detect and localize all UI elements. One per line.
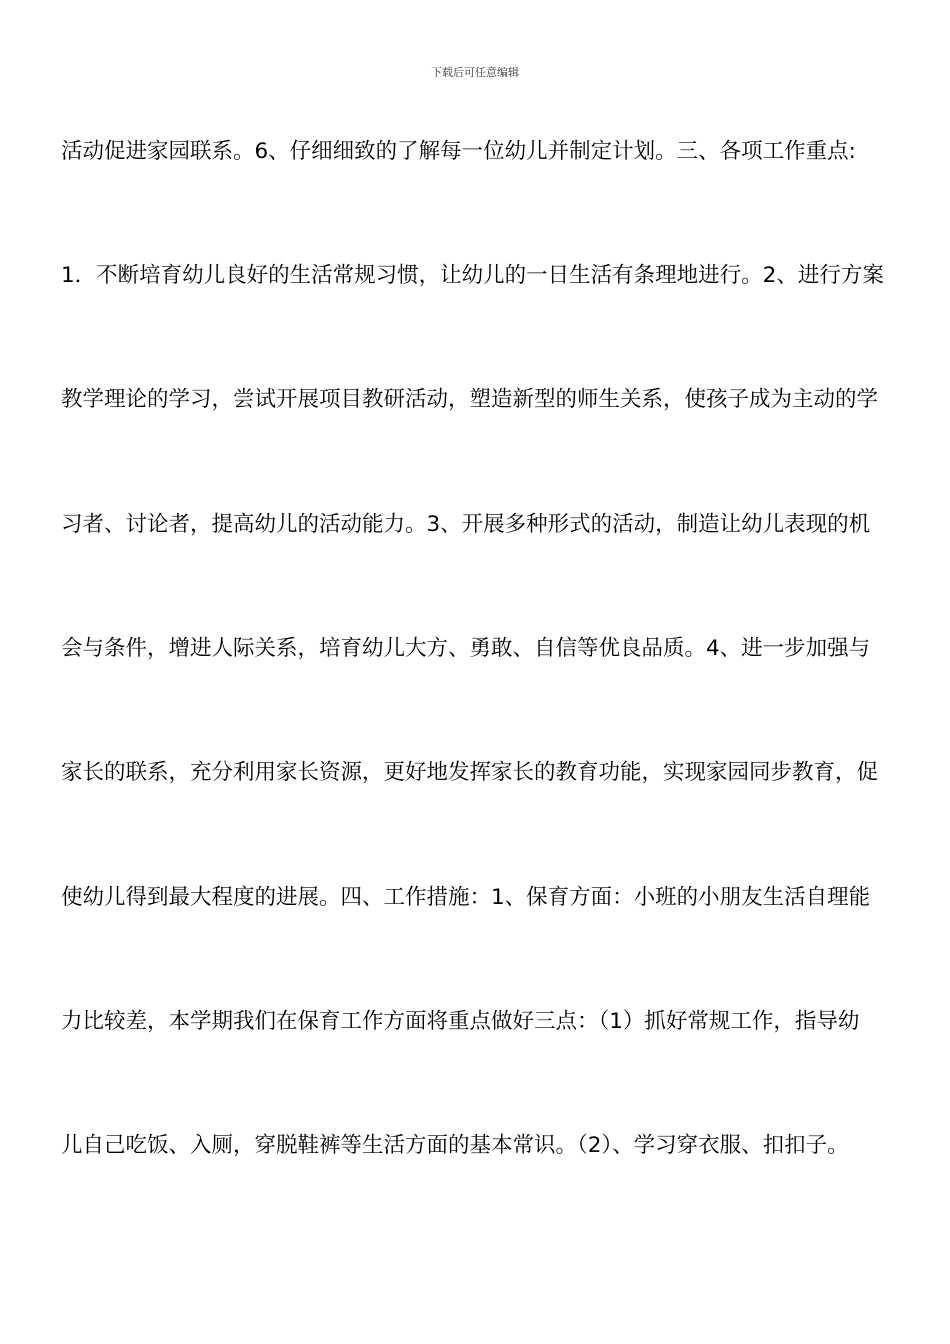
text-line: 会与条件，增进人际关系，培育幼儿大方、勇敢、自信等优良品质。4、进一步加强与 bbox=[61, 636, 871, 661]
text-line: 家长的联系，充分利用家长资源，更好地发挥家长的教育功能，实现家园同步教育，促 bbox=[61, 760, 879, 785]
text-line: 儿自己吃饭、入厕，穿脱鞋裤等生活方面的基本常识。（2）、学习穿衣服、扣扣子。 bbox=[61, 1133, 849, 1158]
text-line: 力比较差，本学期我们在保育工作方面将重点做好三点：（1）抓好常规工作，指导幼 bbox=[61, 1009, 860, 1034]
page-header: 下载后可任意编辑 bbox=[431, 66, 519, 79]
text-line: 1．不断培育幼儿良好的生活常规习惯，让幼儿的一日生活有条理地进行。2、进行方案 bbox=[61, 263, 884, 288]
text-line: 习者、讨论者，提高幼儿的活动能力。3、开展多种形式的活动，制造让幼儿表现的机 bbox=[61, 512, 871, 537]
text-line: 使幼儿得到最大程度的进展。四、工作措施：1、保育方面：小班的小朋友生活自理能 bbox=[61, 885, 871, 910]
text-line: 教学理论的学习，尝试开展项目教研活动，塑造新型的师生关系，使孩子成为主动的学 bbox=[61, 387, 879, 412]
text-line: 活动促进家园联系。6、仔细细致的了解每一位幼儿并制定计划。三、各项工作重点: bbox=[61, 139, 856, 164]
